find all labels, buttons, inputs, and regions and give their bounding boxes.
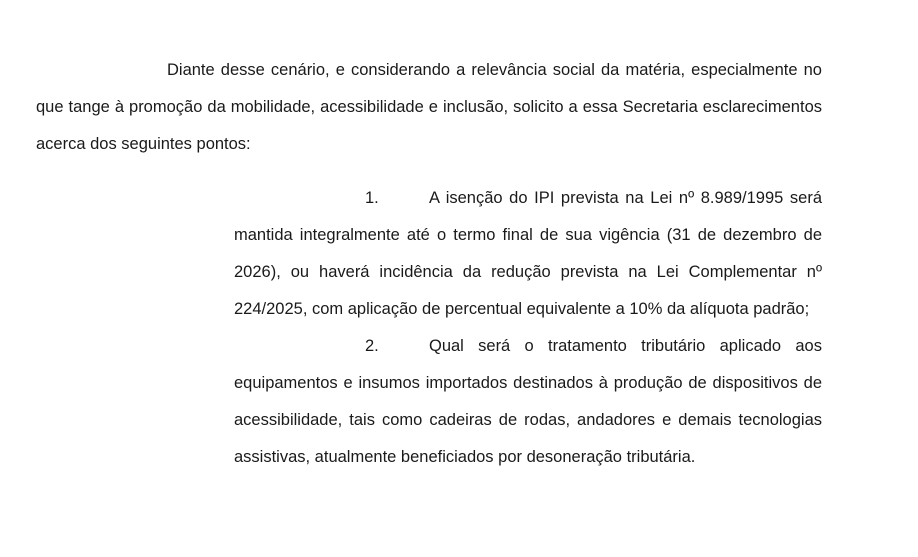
list-item-1 xyxy=(234,180,822,328)
list-item-2 xyxy=(234,328,822,476)
list-item-number: 1. xyxy=(365,189,379,207)
list-item-number: 2. xyxy=(365,337,379,355)
list-item-text: A isenção do IPI prevista na Lei nº 8.989/1995 será mantida integralmente até o termo final de sua vigência (31 de dezembro de 2026), ou haverá incidência da redução prevista na Lei Complementar nº 224/2025, com aplicação de percentual equivalente a 10% da alíquota padrão; xyxy=(234,189,822,318)
list-item-text: Qual será o tratamento tributário aplicado aos equipamentos e insumos importados destinados à produção de dispositivos de acessibilidade, tais como cadeiras de rodas, andadores e demais tecnologias assistivas, atualmente beneficiados por desoneração tributária. xyxy=(234,337,822,466)
intro-paragraph: Diante desse cenário, e considerando a relevância social da matéria, especialmente no que tange à promoção da mobilidade, acessibilidade e inclusão, solicito a essa Secretaria esclarecimentos acerca dos seguintes pontos: xyxy=(36,61,822,153)
question-list xyxy=(234,180,822,476)
